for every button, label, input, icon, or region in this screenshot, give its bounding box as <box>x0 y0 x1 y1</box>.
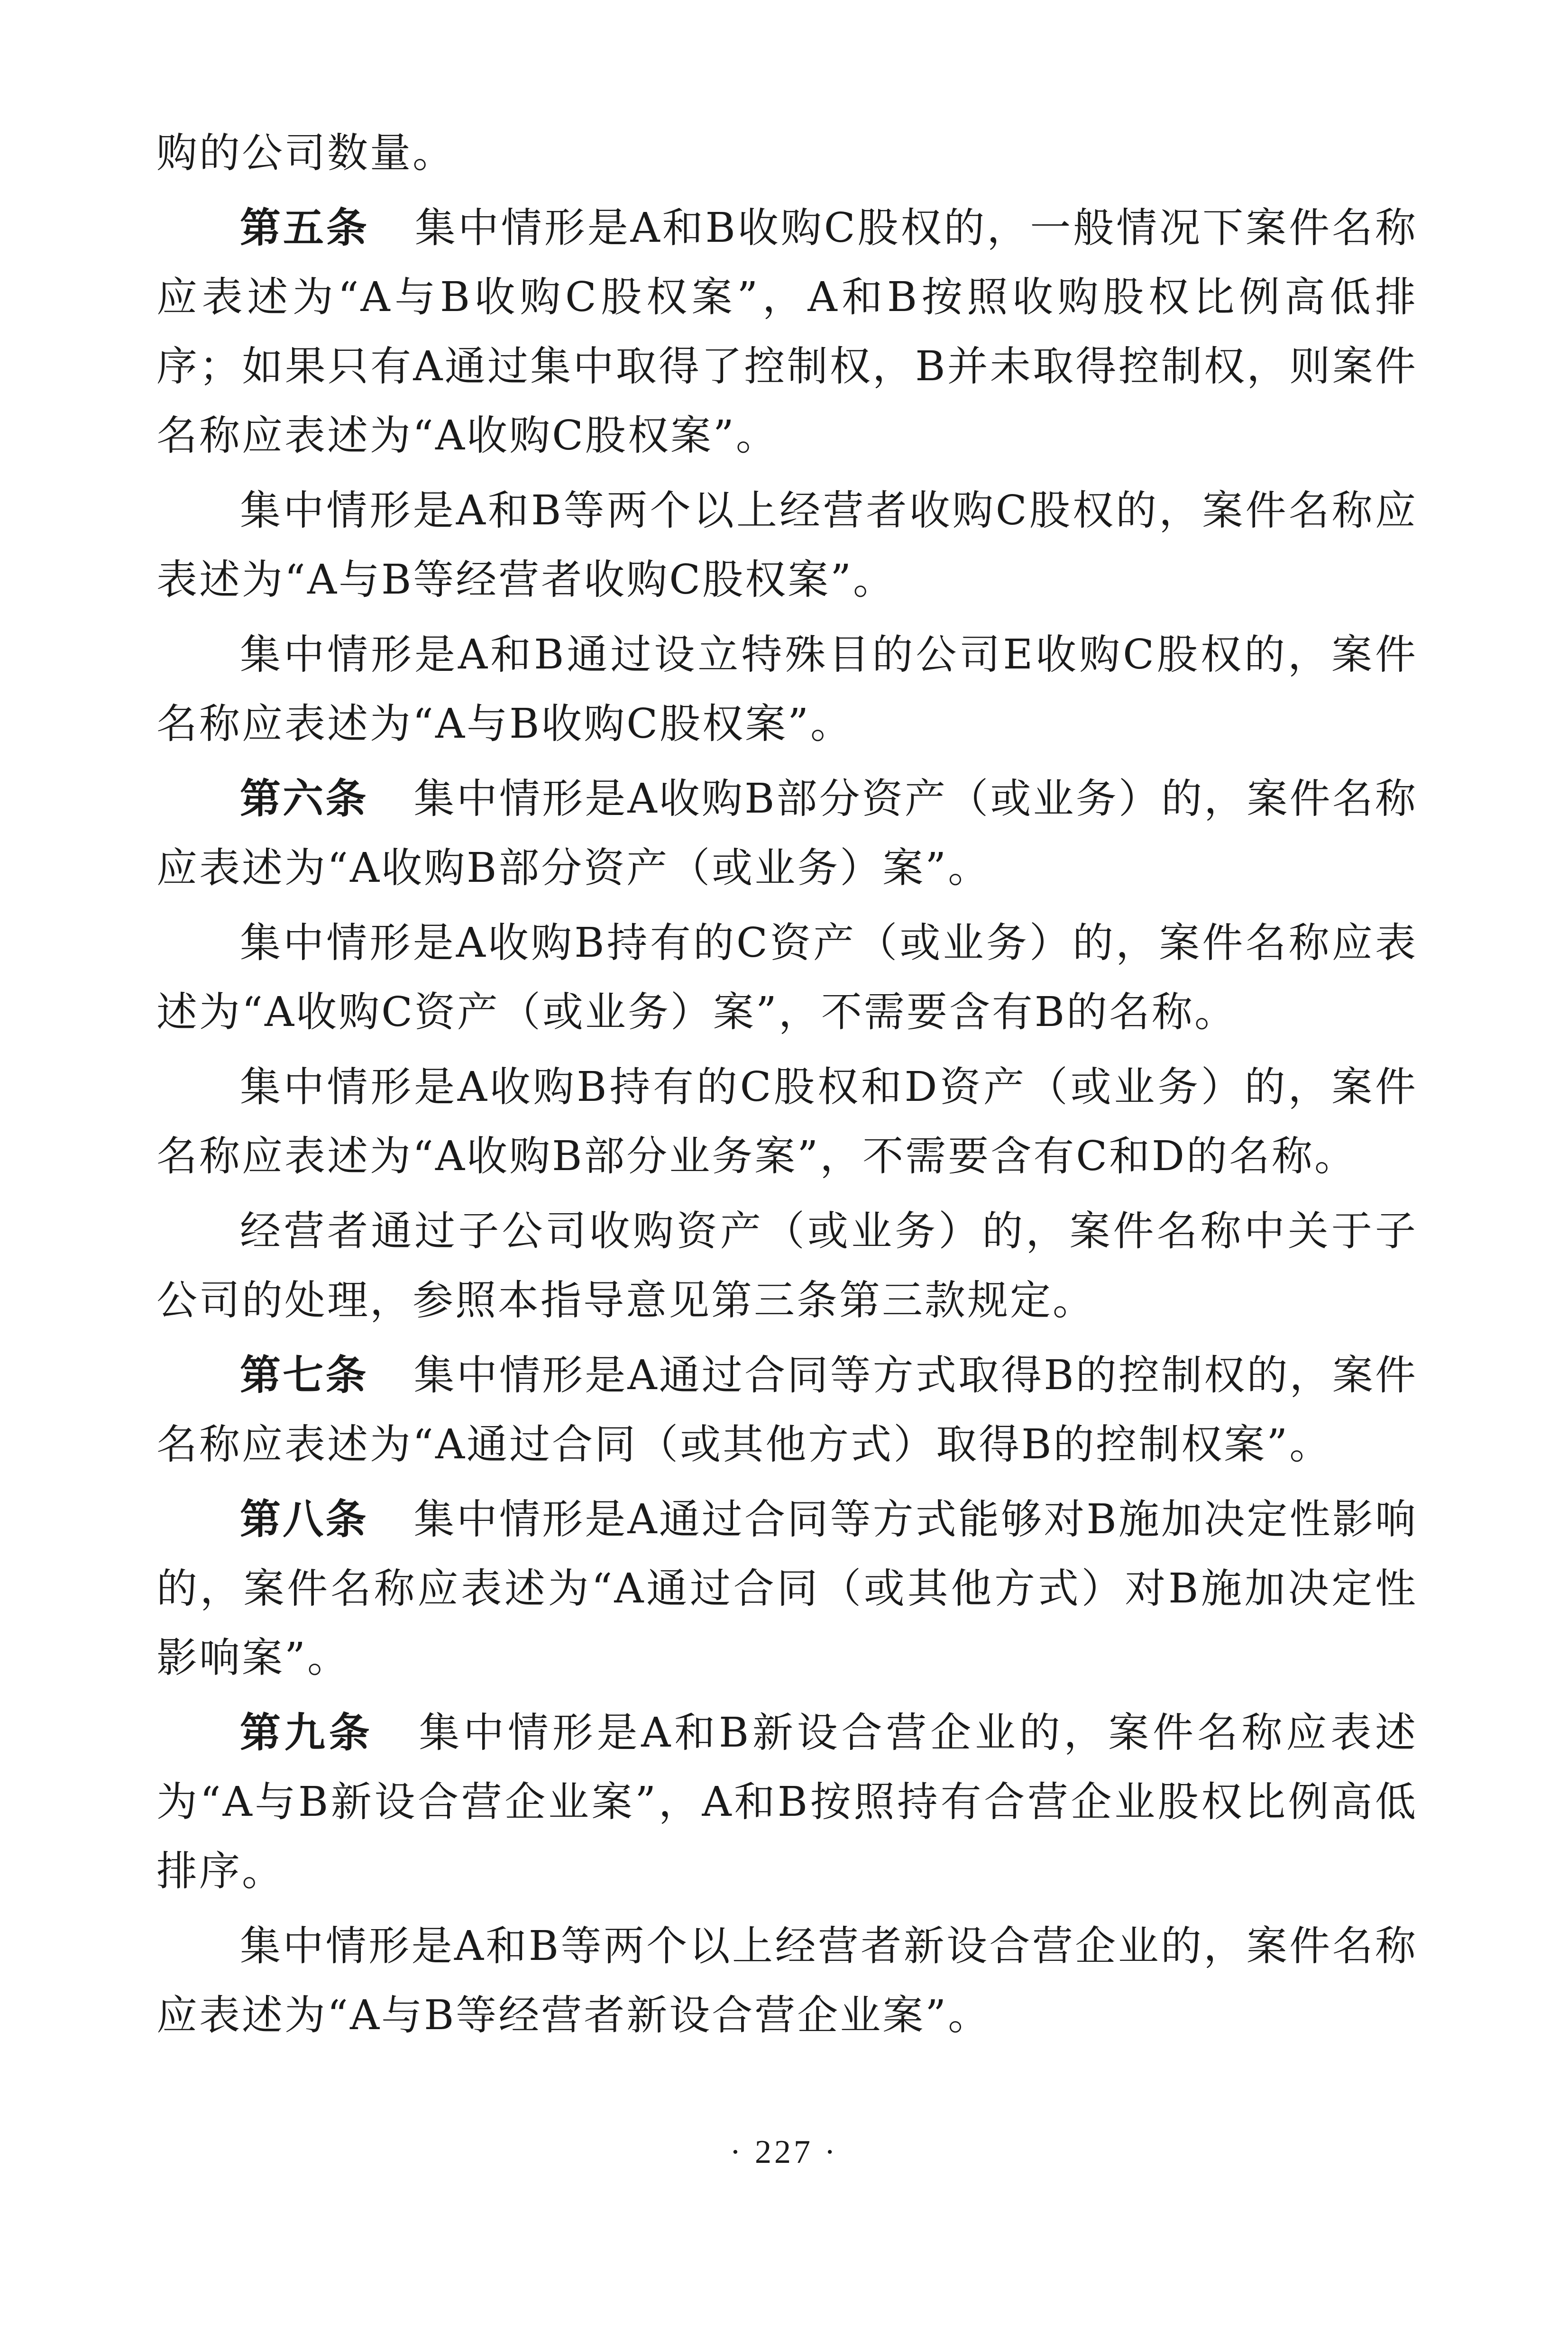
paragraph <box>156 193 1418 476</box>
paragraph <box>156 1698 1418 1912</box>
paragraph <box>156 1197 1418 1341</box>
paragraph-text: 集中情形是A通过合同等方式取得B的控制权的，案件名称应表述为“A通过合同（或其他方式）取得B的控制权案”。 <box>156 1352 1418 1468</box>
article-number: 第八条 <box>240 1496 368 1543</box>
paragraph <box>156 119 1418 193</box>
paragraph <box>156 476 1418 620</box>
page-number: · 227 · <box>730 2134 838 2170</box>
article-number: 第九条 <box>240 1709 374 1757</box>
paragraph-text: 集中情形是A收购B部分资产（或业务）的，案件名称应表述为“A收购B部分资产（或业务）案”。 <box>156 775 1418 892</box>
paragraph-text: 经营者通过子公司收购资产（或业务）的，案件名称中关于子公司的处理，参照本指导意见第三条第三款规定。 <box>156 1208 1418 1324</box>
article-number: 第五条 <box>240 204 369 252</box>
paragraph-text: 集中情形是A和B新设合营企业的，案件名称应表述为“A与B新设合营企业案”，A和B按照持有合营企业股权比例高低排序。 <box>156 1709 1418 1895</box>
article-number: 第六条 <box>240 775 368 823</box>
paragraph <box>156 620 1418 764</box>
page-body <box>156 119 1418 2056</box>
paragraph <box>156 908 1418 1052</box>
paragraph-text: 集中情形是A收购B持有的C资产（或业务）的，案件名称应表述为“A收购C资产（或业务）案”，不需要含有B的名称。 <box>156 919 1418 1036</box>
paragraph-text: 集中情形是A收购B持有的C股权和D资产（或业务）的，案件名称应表述为“A收购B部分业务案”，不需要含有C和D的名称。 <box>156 1063 1418 1180</box>
paragraph-text: 集中情形是A通过合同等方式能够对B施加决定性影响的，案件名称应表述为“A通过合同（或其他方式）对B施加决定性影响案”。 <box>156 1496 1418 1682</box>
paragraph-text: 集中情形是A和B等两个以上经营者新设合营企业的，案件名称应表述为“A与B等经营者新设合营企业案”。 <box>156 1922 1418 2039</box>
paragraph-text: 购的公司数量。 <box>156 129 455 177</box>
paragraph-text: 集中情形是A和B收购C股权的，一般情况下案件名称应表述为“A与B收购C股权案”，A和B按照收购股权比例高低排序；如果只有A通过集中取得了控制权，B并未取得控制权，则案件名称应表述为“A收购C股权案”。 <box>156 204 1418 459</box>
paragraph-text: 集中情形是A和B等两个以上经营者收购C股权的，案件名称应表述为“A与B等经营者收购C股权案”。 <box>156 487 1418 604</box>
paragraph <box>156 764 1418 908</box>
article-number: 第七条 <box>240 1352 368 1399</box>
paragraph <box>156 1052 1418 1197</box>
paragraph <box>156 1912 1418 2056</box>
paragraph <box>156 1485 1418 1698</box>
paragraph-text: 集中情形是A和B通过设立特殊目的公司E收购C股权的，案件名称应表述为“A与B收购C股权案”。 <box>156 631 1418 748</box>
paragraph <box>156 1341 1418 1485</box>
